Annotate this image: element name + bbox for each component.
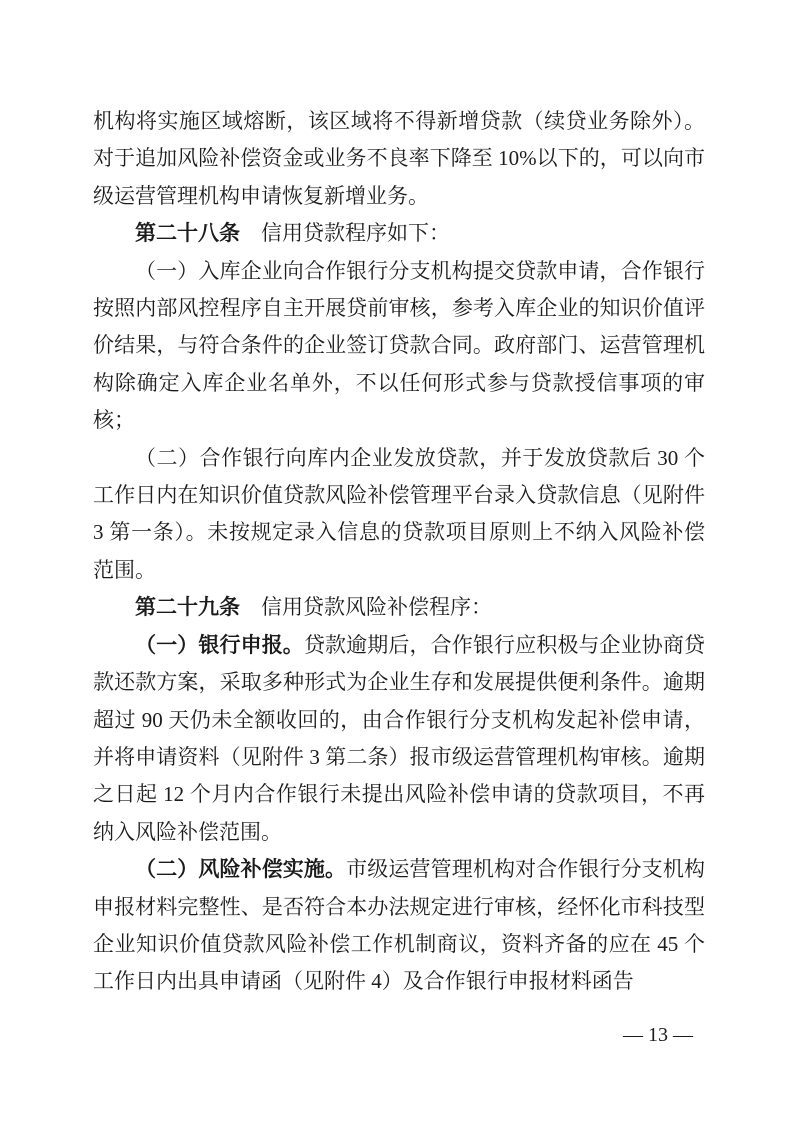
article-28-text: 信用贷款程序如下： bbox=[240, 221, 450, 246]
article-29-item-2 bbox=[93, 851, 705, 1001]
paragraph-text: 市级运营管理机构对合作银行分支机构申报材料完整性、是否符合本办法规定进行审核，经怀化市科技型企业知识价值贷款风险补偿工作机制商议，资料齐备的应在 45 个工作日内出具申请函（见附件 4）及合作银行申报材料函告 bbox=[93, 857, 706, 994]
paragraph-continuation bbox=[93, 103, 705, 215]
article-28-item-1 bbox=[93, 253, 705, 440]
article-29-label: 第二十九条 bbox=[135, 595, 240, 620]
article-29-text: 信用贷款风险补偿程序： bbox=[240, 595, 492, 620]
paragraph-text: （二）合作银行向库内企业发放贷款，并于发放贷款后 30 个工作日内在知识价值贷款风险补偿管理平台录入贷款信息（见附件 3 第一条）。未按规定录入信息的贷款项目原则上不纳入风险补偿范围。 bbox=[93, 445, 705, 582]
risk-compensation-implementation-label: （二）风险补偿实施。 bbox=[135, 857, 347, 882]
paragraph-text: （一）入库企业向合作银行分支机构提交贷款申请，合作银行按照内部风控程序自主开展贷前审核，参考入库企业的知识价值评价结果，与符合条件的企业签订贷款合同。政府部门、运营管理机构除确定入库企业名单外，不以任何形式参与贷款授信事项的审核； bbox=[93, 258, 705, 433]
article-29-item-1 bbox=[93, 627, 705, 851]
paragraph-text: 贷款逾期后，合作银行应积极与企业协商贷款还款方案，采取多种形式为企业生存和发展提供便利条件。逾期超过 90 天仍未全额收回的，由合作银行分支机构发起补偿申请，并将申请资料（见附件 3 第二条）报市级运营管理机构审核。逾期之日起 12 个月内合作银行未提出风险补偿申请的贷款项目，不再纳入风险补偿范围。 bbox=[93, 632, 706, 844]
article-28-item-2 bbox=[93, 440, 705, 590]
article-28-heading bbox=[93, 215, 705, 252]
page-number: — 13 — bbox=[623, 1023, 693, 1046]
article-28-label: 第二十八条 bbox=[135, 221, 240, 246]
bank-declaration-label: （一）银行申报。 bbox=[135, 632, 304, 657]
paragraph-text: 机构将实施区域熔断，该区域将不得新增贷款（续贷业务除外）。对于追加风险补偿资金或业务不良率下降至 10%以下的，可以向市级运营管理机构申请恢复新增业务。 bbox=[93, 109, 705, 208]
article-29-heading bbox=[93, 589, 705, 626]
